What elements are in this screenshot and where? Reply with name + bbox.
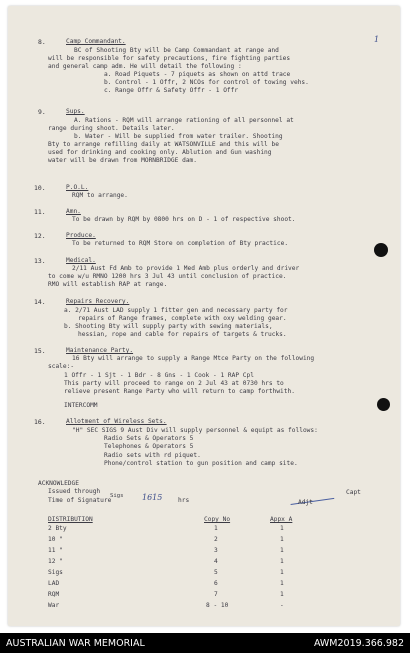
distribution-row-name: War xyxy=(48,602,60,609)
section-13-line: to come w/u RMNO 1200 hrs 3 Jul 43 until conclusion of practice. xyxy=(48,273,287,280)
archive-name: AUSTRALIAN WAR MEMORIAL xyxy=(6,638,145,649)
section-14-line: hessian, rope and cable for repairs of targets & trucks. xyxy=(78,331,287,338)
handwritten-time: 1615 xyxy=(142,493,163,502)
section-13-line: 2/11 Aust Fd Amb to provide 1 Med Amb plus orderly and driver xyxy=(72,265,300,272)
distribution-row-appx: 1 xyxy=(280,525,284,532)
punch-hole xyxy=(374,243,388,257)
distribution-row-name: Sigs xyxy=(48,569,63,576)
punch-hole xyxy=(377,398,390,411)
distribution-row-appx: - xyxy=(280,602,284,609)
section-8-number: 8. xyxy=(38,38,46,46)
section-8-line: BC of Shooting Bty will be Camp Commandant at range and xyxy=(74,47,279,54)
adjt-label: Adjt xyxy=(298,499,313,506)
section-9-line: used for drinking and cooking only. Ablution and Gun washing xyxy=(48,149,272,156)
section-13-line: RMO will establish RAP at range. xyxy=(48,281,168,288)
section-10-line: RQM to arrange. xyxy=(72,192,128,199)
distribution-row-copy: 3 xyxy=(214,547,218,554)
distribution-row-copy: 8 - 10 xyxy=(206,602,229,609)
section-10-title: P.O.L. xyxy=(66,184,89,191)
distribution-row-name: RQM xyxy=(48,591,60,598)
time-suffix: hrs xyxy=(178,497,190,504)
distribution-row-name: LAD xyxy=(48,580,60,587)
distribution-row-copy: 5 xyxy=(214,569,218,576)
section-10-number: 10. xyxy=(34,184,46,192)
margin-mark: 1 xyxy=(374,35,380,44)
section-16-line: Radio Sets & Operators 5 xyxy=(104,435,194,442)
section-9-line: range during shoot. Details later. xyxy=(48,125,175,132)
distribution-row-copy: 4 xyxy=(214,558,218,565)
section-9-line: water will be drawn from MORNBRIDGE dam. xyxy=(48,157,198,164)
distribution-row-copy: 7 xyxy=(214,591,218,598)
section-11-title: Amn. xyxy=(66,208,81,215)
section-9-line: Bty to arrange refilling daily at WATSONVILLE and this will be xyxy=(48,141,279,148)
section-12-number: 12. xyxy=(34,232,46,240)
capt-label: Capt xyxy=(346,489,361,496)
section-15-title: Maintenance Party. xyxy=(66,347,134,354)
distribution-row-copy: 2 xyxy=(214,536,218,543)
section-15-line: 16 Bty will arrange to supply a Range Mtce Party on the following xyxy=(72,355,315,362)
intercomm-heading: INTERCOMM xyxy=(64,402,98,409)
time-of-signature-label: Time of Signature xyxy=(48,497,112,504)
section-8-title: Camp Commandant. xyxy=(66,38,126,45)
section-12-title: Produce. xyxy=(66,232,96,239)
acknowledge-label: ACKNOWLEDGE xyxy=(38,480,79,487)
section-16-line: Radio sets with rd piquet. xyxy=(104,452,201,459)
section-9-line: b. Water - Will be supplied from water trailer. Shooting xyxy=(74,133,283,140)
section-15-line: 1 Offr - 1 Sjt - 1 Bdr - 8 Gns - 1 Cook - 1 RAP Cpl xyxy=(64,372,254,379)
section-8-line: will be responsible for safety precautions, fire fighting parties xyxy=(48,55,291,62)
distribution-row-appx: 1 xyxy=(280,536,284,543)
section-14-line: a. 2/71 Aust LAD supply 1 fitter gen and necessary party for xyxy=(64,307,288,314)
distribution-row-name: 11 " xyxy=(48,547,63,554)
distribution-row-appx: 1 xyxy=(280,591,284,598)
archive-footer xyxy=(0,633,410,653)
section-16-line: Telephones & Operators 5 xyxy=(104,443,194,450)
distribution-row-copy: 6 xyxy=(214,580,218,587)
section-8-line: a. Road Piquets - 7 piquets as shown on attd trace xyxy=(104,71,291,78)
section-8-line: b. Control - 1 Offr, 2 NCOs for control of towing vehs. xyxy=(104,79,309,86)
distribution-row-appx: 1 xyxy=(280,569,284,576)
section-16-number: 16. xyxy=(34,418,46,426)
section-14-line: repairs of Range frames, complete with oxy welding gear. xyxy=(78,315,287,322)
distribution-row-name: 10 " xyxy=(48,536,63,543)
section-11-number: 11. xyxy=(34,208,46,216)
section-15-line: relieve present Range Party who will return to camp forthwith. xyxy=(64,388,295,395)
section-9-title: Sups. xyxy=(66,108,85,115)
distribution-row-copy: 1 xyxy=(214,525,218,532)
distribution-row-name: 12 " xyxy=(48,558,63,565)
section-15-line: This party will proceed to range on 2 Jul 43 at 0730 hrs to xyxy=(64,380,284,387)
distribution-row-name: 2 Bty xyxy=(48,525,67,532)
archive-reference: AWM2019.366.982 xyxy=(313,638,404,649)
section-14-number: 14. xyxy=(34,298,46,306)
section-15-number: 15. xyxy=(34,347,46,355)
distribution-header: DISTRIBUTION xyxy=(48,516,93,523)
appx-a-header: Appx A xyxy=(270,516,293,523)
section-14-title: Repairs Recovery. xyxy=(66,298,130,305)
section-16-title: Allotment of Wireless Sets. xyxy=(66,418,167,425)
copy-no-header: Copy No xyxy=(204,516,231,523)
section-9-number: 9. xyxy=(38,108,46,116)
section-13-number: 13. xyxy=(34,257,46,265)
section-8-line: and general camp adm. He will detail the following : xyxy=(48,63,242,70)
distribution-row-appx: 1 xyxy=(280,547,284,554)
section-12-line: To be returned to RQM Store on completion of Bty practice. xyxy=(72,240,289,247)
section-15-line: scale:- xyxy=(48,363,75,370)
section-13-title: Medical. xyxy=(66,257,96,264)
section-8-line: c. Range Offr & Safety Offr - 1 Offr xyxy=(104,87,239,94)
document-page xyxy=(8,6,400,626)
distribution-row-appx: 1 xyxy=(280,558,284,565)
section-16-line: Phone/control station to gun position and camp site. xyxy=(104,460,298,467)
section-11-line: To be drawn by RQM by 0800 hrs on D - 1 of respective shoot. xyxy=(72,216,296,223)
issued-through-sigs: Sigs xyxy=(110,493,124,499)
section-14-line: b. Shooting Bty will supply party with sewing materials, xyxy=(64,323,273,330)
section-9-line: A. Rations - RQM will arrange rationing of all personnel at xyxy=(74,117,294,124)
section-16-line: "H" SEC SIGS 9 Aust Div will supply personnel & equipt as follows: xyxy=(72,427,318,434)
distribution-row-appx: 1 xyxy=(280,580,284,587)
issued-through-label: Issued through xyxy=(48,488,101,495)
